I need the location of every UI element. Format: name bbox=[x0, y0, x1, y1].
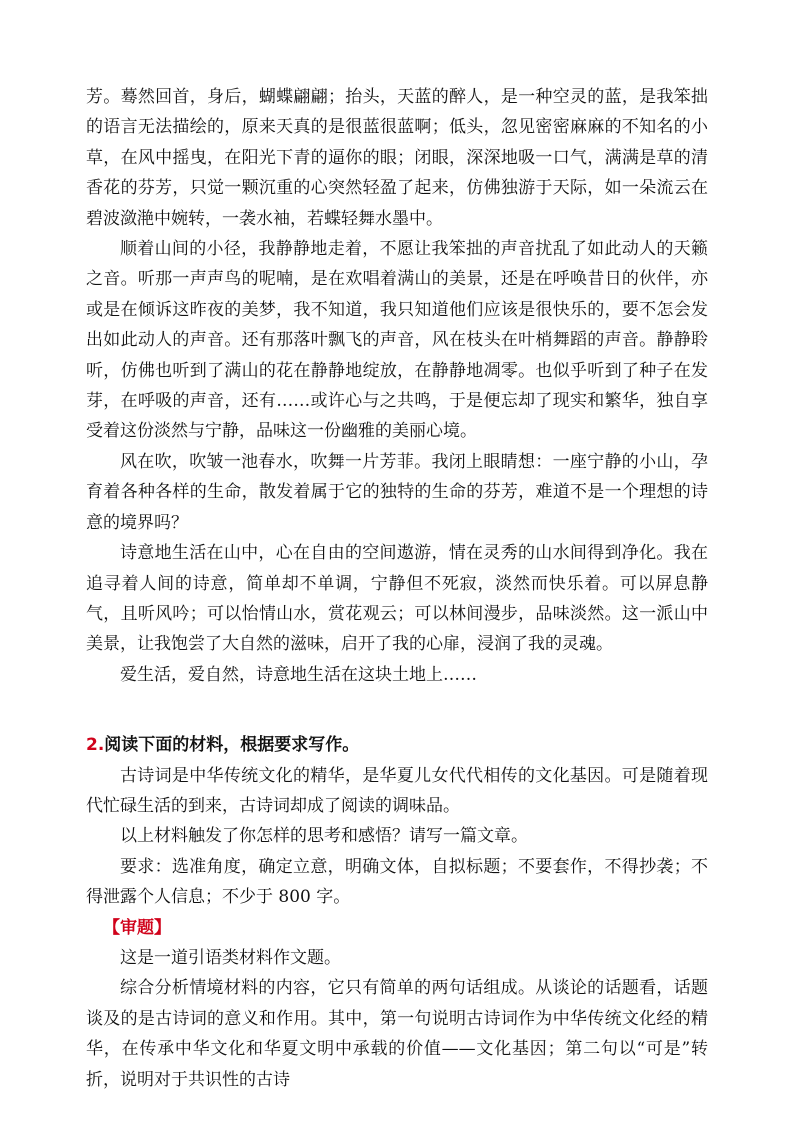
analysis-paragraph-1: 这是一道引语类材料作文题。 bbox=[120, 947, 341, 968]
question-material: 古诗词是中华传统文化的精华，是华夏儿女代代相传的文化基因。可是随着现代忙碌生活的到来，古诗词却成了阅读的调味品。 bbox=[86, 765, 708, 816]
question-prompt: 以上材料触发了你怎样的思考和感悟？请写一篇文章。 bbox=[120, 826, 528, 847]
essay-paragraph-3: 风在吹，吹皱一池春水，吹舞一片芳菲。我闭上眼睛想：一座宁静的小山，孕育着各种各样的生命，散发着属于它的独特的生命的芬芳，难道不是一个理想的诗意的境界吗？ bbox=[86, 451, 708, 533]
essay-paragraph-2: 顺着山间的小径，我静静地走着，不愿让我笨拙的声音扰乱了如此动人的天籁之音。听那一声声鸟的呢喃，是在欢唱着满山的美景，还是在呼唤昔日的伙伴，亦或是在倾诉这昨夜的美梦，我不知道，我只知道他们应该是很快乐的，要不怎会发出如此动人的声音。还有那落叶飘飞的声音，风在枝头在叶梢舞蹈的声音。静静聆听，仿佛也听到了满山的花在静静地绽放，在静静地凋零。也似乎听到了种子在发芽，在呼吸的声音，还有……或许心与之共鸣，于是便忘却了现实和繁华，独自享受着这份淡然与宁静，品味这一份幽雅的美丽心境。 bbox=[86, 239, 708, 442]
essay-paragraph-5: 爱生活，爱自然，诗意地生活在这块土地上…… bbox=[120, 664, 477, 685]
essay-paragraph-4: 诗意地生活在山中，心在自由的空间遨游，情在灵秀的山水间得到净化。我在追寻着人间的诗意，简单却不单调，宁静但不死寂，淡然而快乐着。可以屏息静气，且听风吟；可以怡情山水，赏花观云；可以林间漫步，品味淡然。这一派山中美景，让我饱尝了大自然的滋味，启开了我的心扉，浸润了我的灵魂。 bbox=[86, 543, 708, 655]
question-requirements: 要求：选准角度，确定立意，明确文体，自拟标题；不要套作，不得抄袭；不得泄露个人信息；不少于 800 字。 bbox=[86, 856, 708, 908]
essay-paragraph-1: 芳。蓦然回首，身后，蝴蝶翩翩；抬头，天蓝的醉人，是一种空灵的蓝，是我笨拙的语言无法描绘的，原来天真的是很蓝很蓝啊；低头，忽见密密麻麻的不知名的小草，在风中摇曳，在阳光下青的逼你的眼；闭眼，深深地吸一口气，满满是草的清香花的芬芳，只觉一颗沉重的心突然轻盈了起来，仿佛独游于天际，如一朵流云在碧波潋滟中婉转，一袭水袖，若蝶轻舞水墨中。 bbox=[86, 87, 708, 229]
question-heading bbox=[86, 730, 708, 760]
question-title: 阅读下面的材料，根据要求写作。 bbox=[104, 735, 360, 756]
section-spacer bbox=[86, 690, 708, 730]
analysis-paragraph-2: 综合分析情境材料的内容，它只有简单的两句话组成。从谈论的话题看，话题谈及的是古诗词的意义和作用。其中，第一句说明古诗词作为中华传统文化经的精华，在传承中华文化和华夏文明中承载的价值——文化基因；第二句以“可是”转折，说明对于共识性的古诗 bbox=[86, 978, 708, 1090]
analysis-tag: 【审题】 bbox=[103, 917, 171, 938]
question-number: 2. bbox=[86, 735, 105, 756]
